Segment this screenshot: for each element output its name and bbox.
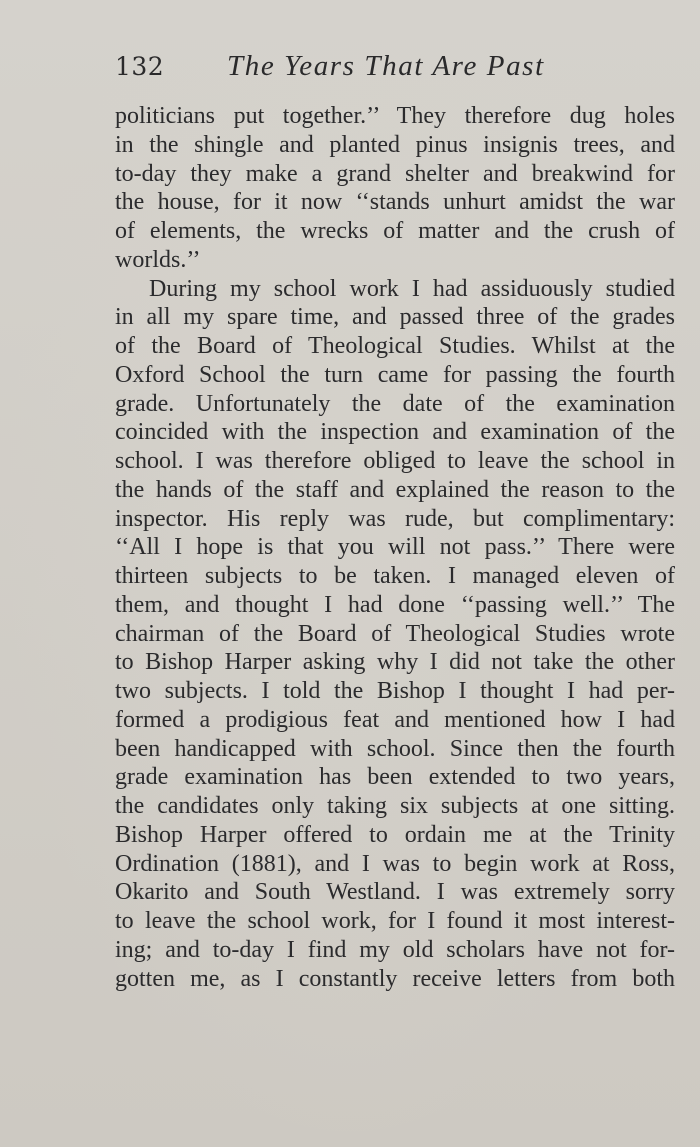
text-line: formed a prodigious feat and mentioned how I had	[115, 706, 675, 733]
text-line: grade examination has been extended to two years,	[115, 764, 675, 791]
text-line: ing; and to-day I find my old scholars have not for-	[115, 936, 675, 963]
text-line: to Bishop Harper asking why I did not take the other	[115, 649, 675, 676]
text-line: them, and thought I had done ‘‘passing well.’’ The	[115, 591, 675, 618]
text-line: two subjects. I told the Bishop I thought I had per-	[115, 678, 675, 704]
text-line: of the Board of Theological Studies. Whilst at the	[115, 333, 675, 359]
text-line: politicians put together.’’ They therefore dug holes	[115, 103, 675, 129]
text-line: Bishop Harper offered to ordain me at the Trinity	[115, 821, 675, 848]
text-line: of elements, the wrecks of matter and the crush of	[115, 218, 675, 244]
body-text	[115, 102, 675, 993]
text-line: the house, for it now ‘‘stands unhurt amidst the war	[115, 189, 675, 216]
text-line: school. I was therefore obliged to leave the school in	[115, 448, 675, 474]
paragraph	[115, 102, 675, 275]
text-line: the candidates only taking six subjects at one sitting.	[115, 793, 675, 819]
text-line: Okarito and South Westland. I was extremely sorry	[115, 879, 675, 906]
text-line: ‘‘All I hope is that you will not pass.’’ There were	[115, 534, 675, 561]
text-line: inspector. His reply was rude, but complimentary:	[115, 505, 675, 532]
page-number: 132	[115, 52, 165, 81]
text-line: chairman of the Board of Theological Studies wrote	[115, 620, 675, 647]
text-line: the hands of the staff and explained the reason to the	[115, 476, 675, 503]
text-line: gotten me, as I constantly receive letters from both	[115, 965, 675, 992]
text-line: to-day they make a grand shelter and breakwind for	[115, 160, 675, 187]
running-title: The Years That Are Past	[227, 50, 545, 82]
text-line: in the shingle and planted pinus insignis trees, and	[115, 131, 675, 158]
text-line: to leave the school work, for I found it most interest-	[115, 908, 675, 934]
text-line: thirteen subjects to be taken. I managed eleven of	[115, 563, 675, 589]
text-line: coincided with the inspection and examination of the	[115, 419, 675, 446]
text-line: been handicapped with school. Since then the fourth	[115, 735, 675, 762]
text-line: in all my spare time, and passed three of the grades	[115, 304, 675, 331]
text-line: During my school work I had assiduously studied	[149, 275, 675, 302]
text-line: Oxford School the turn came for passing the fourth	[115, 361, 675, 388]
running-header	[115, 50, 575, 86]
text-line: grade. Unfortunately the date of the examination	[115, 390, 675, 417]
paragraph	[115, 275, 675, 994]
text-line: worlds.’’	[115, 246, 201, 273]
text-line: Ordination (1881), and I was to begin work at Ross,	[115, 850, 675, 877]
